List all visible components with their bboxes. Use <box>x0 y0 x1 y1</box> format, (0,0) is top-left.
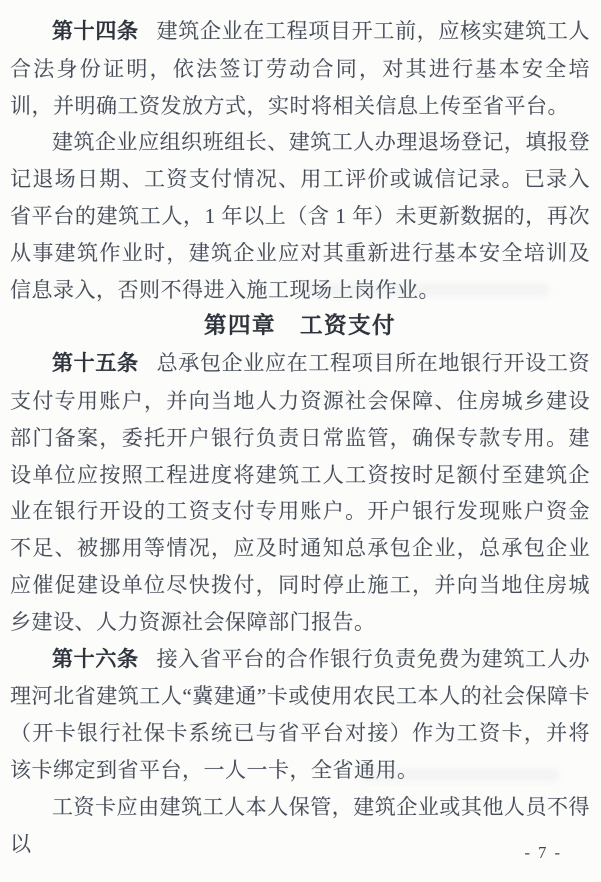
article-16-paragraph-2-text: 工资卡应由建筑工人本人保管，建筑企业或其他人员不得以 <box>10 794 590 856</box>
document-text-block <box>10 13 590 862</box>
article-16-paragraph-2 <box>10 789 590 863</box>
article-15-paragraph <box>10 345 590 640</box>
article-15-number: 第十五条 <box>52 352 139 376</box>
article-14-text: 建筑企业在工程项目开工前，应核实建筑工人合法身份证明，依法签订劳动合同，对其进行基本安全培训，并明确工资发放方式，实时将相关信息上传至省平台。 <box>10 19 591 118</box>
page-number: - 7 - <box>524 843 562 862</box>
article-15-text: 总承包企业应在工程项目所在地银行开设工资支付专用账户，并向当地人力资源社会保障、住房城乡建设部门备案，委托开户银行负责日常监管，确保专款专用。建设单位应按照工程进度将建筑工人工资按时足额付至建筑企业在银行开设的工资支付专用账户。开户银行发现账户资金不足、被挪用等情况，应及时通知总承包企业，总承包企业应催促建设单位尽快拨付，同时停止施工，并向当地住房城乡建设、人力资源社会保障部门报告。 <box>10 351 591 634</box>
chapter-4-heading: 第四章 工资支付 <box>203 313 396 339</box>
article-16-number: 第十六条 <box>52 647 139 671</box>
article-14-paragraph-2-text: 建筑企业应组织班组长、建筑工人办理退场登记，填报登记退场日期、工资支付情况、用工评价或诚信记录。已录入省平台的建筑工人，1 年以上（含 1 年）未更新数据的，再次从事建筑作业时，建筑企业应对其重新进行基本安全培训及信息录入，否则不得进入施工现场上岗作业。 <box>10 130 590 302</box>
article-16-paragraph <box>10 641 590 789</box>
article-14-paragraph-2 <box>10 124 590 308</box>
article-16-text: 接入省平台的合作银行负责免费为建筑工人办理河北省建筑工人“冀建通”卡或使用农民工本人的社会保障卡（开卡银行社保卡系统已与省平台对接）作为工资卡，并将该卡绑定到省平台，一人一卡，全省通用。 <box>10 646 591 782</box>
article-14-paragraph <box>10 13 590 124</box>
article-14-number: 第十四条 <box>52 20 139 43</box>
